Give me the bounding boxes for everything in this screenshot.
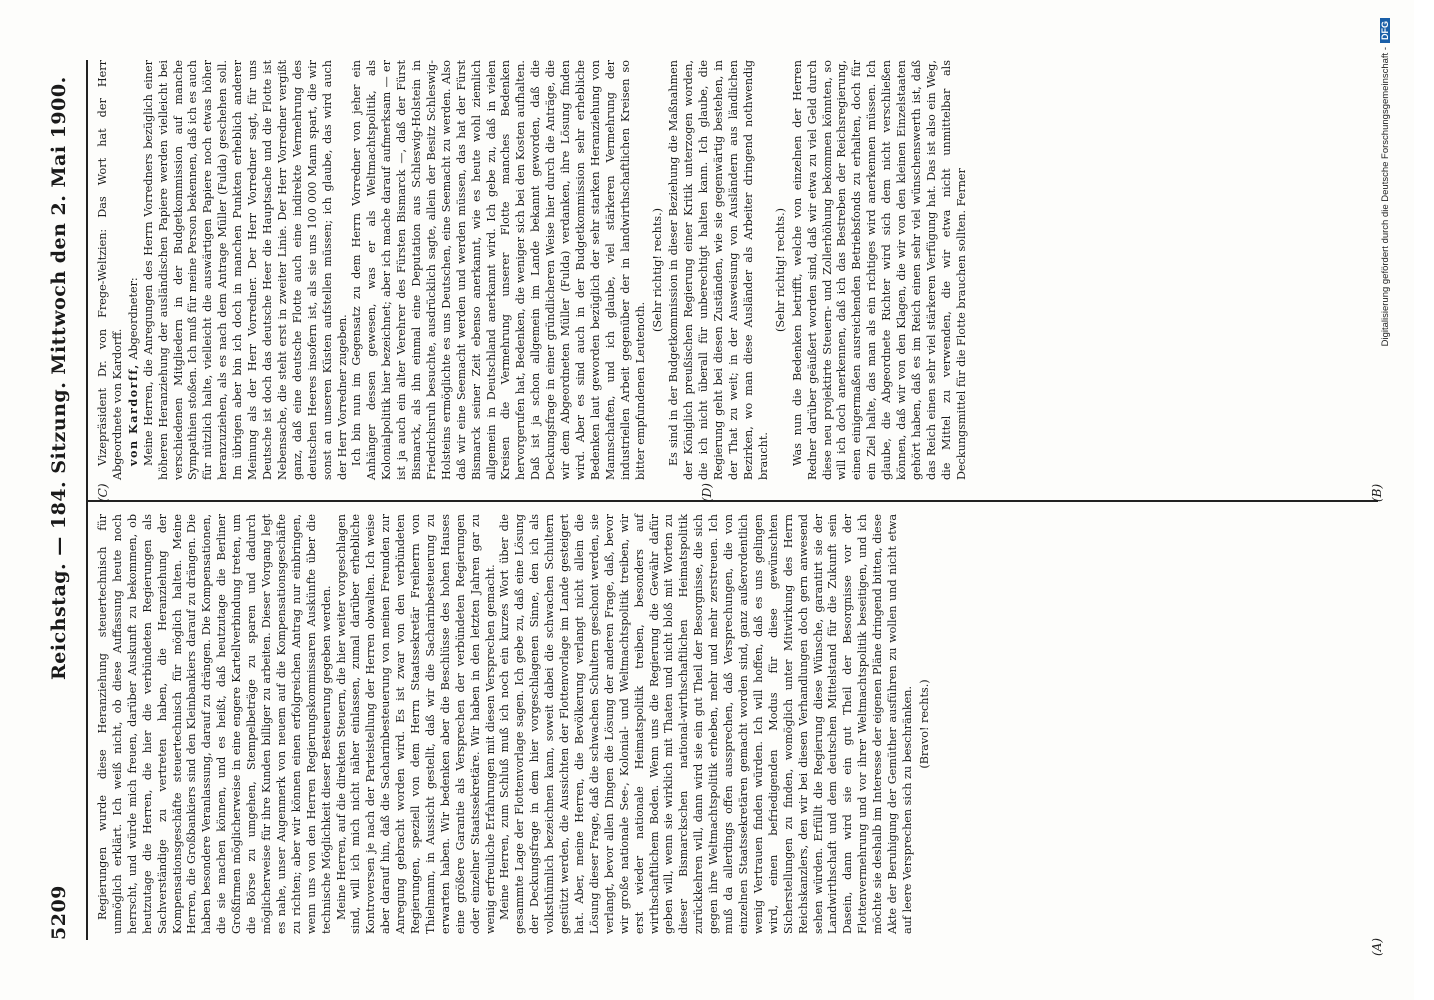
speaker-role: Abgeordneter: [126,277,140,360]
margin-mark-a: (A) [1370,937,1384,956]
dfg-logo: DFG [1380,18,1390,43]
paragraph: Was nun die Bedenken betrifft, welche von einzelnen der Herren Redner darüber geäußert worden sind, daß wir etwa zu viel Geld durch diese neu projektirte Steuern- und Zollerhöhung bekommen könnten, so will ich doch anerkennen, daß ich das Bestreben der Reichsregierung, einen einigermaßen ausreichenden Betriebsfonds zu erhalten, doch für ein Ziel halte, das man als ein richtiges wird anerkennen müssen. Ich glaube, die Abgeordnete Richter wird sich dem nicht verschließen können, daß wir von den Klagen, die wir von den kleinen Einzelstaaten gehört haben, daß es im Reich einen sehr viel wünschenswerth ist, daß das Reich einen sehr viel stärkeren Verfügung hat. Das ist also ein Weg, die Mittel zu verwenden, die wir etwa nicht unmittelbar als Deckungsmittel für die Flotte brauchen sollten. Ferner [790,60,968,480]
left-column [96,514,935,934]
interjection: (Sehr richtig! rechts.) [773,207,787,333]
paragraph: Regierungen wurde diese Heranziehung steuertechnisch für unmöglich erklärt. Ich weiß nicht, ob diese Auffassung heute noch herrscht, und würde mich freuen, darüber Auskunft zu bekommen, ob heutzutage die Herren, die hier die verbündeten Regierungen als Sachverständige zu vertreten haben, die Heranziehung der Kompensationsgeschäfte steuertechnisch für möglich halten. Meine Herren, die Großbankiers sind den Kleinbankiers darauf zu drängen. Die haben besondere Veranlassung, darauf zu drängen. Die Kompensationen, die sie machen können, und es heißt, daß heutzutage die Berliner Großfirmen möglicherweise in eine engere Kartellverbindung treten, um die Börse zu umgehen, Stempelbeträge zu sparen und dadurch möglicherweise für ihre Kunden billiger zu arbeiten. Dieser Vorgang legt es nahe, unser Augenmerk von neuem auf die Kompensationsgeschäfte zu richten; aber wir können einen erfolgreichen Antrag nur einbringen, wenn uns von den Herren Regierungskommissaren Auskünfte über die technische Möglichkeit dieser Besteuerung gegeben werden. [96,514,333,934]
column-divider [88,500,1378,502]
page-header [40,60,80,940]
interjection: (Sehr richtig! rechts.) [650,207,664,333]
page-title: Reichstag. — 184. Sitzung. Mittwoch den 2. Mai 1900. [48,76,70,680]
paragraph: Ich bin nun im Gegensatz zu dem Herrn Vorredner von jeher ein Anhänger dessen gewesen, was er als Weltmachtspolitik, als Kolonialpolitik hier bezeichnet; aber ich mache darauf aufmerksam — er ist ja auch ein alter Verehrer des Fürsten Bismarck —, daß der Fürst Bismarck, als ihn einmal eine Deputation aus Schleswig-Holstein in Friedrichsruh besuchte, ausdrücklich sagte, allein der Besitz Schleswig-Holsteins ermöglichte es uns Deutschen, eine Seemacht zu werden. Also daß wir eine Seemacht werden und werden müssen, das hat der Fürst Bismarck seiner Zeit ebenso anerkannt, wie es heute wohl ziemlich allgemein in Deutschland anerkannt wird. Ich gebe zu, daß in vielen Kreisen die Vermehrung unserer Flotte manches Bedenken hervorgerufen hat, Bedenken, die weniger sich bei den Kosten aufhalten. Daß ist ja schon allgemein im Lande bekannt geworden, daß die Deckungsfrage in einer gründlicheren Weise hier durch die Anträge, die wir dem Abgeordneten Müller (Fulda) verdanken, ihre Lösung finden wird. Aber es sind auch in der Budgetkommission sehr erhebliche Bedenken laut geworden bezüglich der sehr starken Heranziehung von Mannschaften, und ich glaube, viel stärkeren Vermehrung der industriellen Arbeit gegenüber der in landwirthschaftlichen Kreisen so bitter empfundenen Leutenoth. [350,60,647,480]
digitization-note [1380,8,1392,988]
speaker-intro: Vizepräsident Dr. von Frege-Weltzien: Das Wort hat der Herr Abgeordnete von Kardorff. [96,60,124,480]
paragraph: Es sind in der Budgetkommission in dieser Beziehung die Maßnahmen der Königlich preußischen Regierung einer Kritik unterzogen worden, die ich nicht überall für unberechtigt halten kann. Ich glaube, die Regierung geht bei diesen Zuständen, wie sie gegenwärtig bestehen, in der That zu weit; in der Ausweisung von Ausländern aus ländlichen Bezirken, wo man diese Ausländer als Arbeiter dringend nothwendig braucht. [667,60,770,480]
page-number: 5209 [48,885,70,940]
digitization-text: Digitalisierung gefördert durch die Deutsche Forschungsgemeinschaft - [1380,47,1391,347]
margin-mark-d: (D) [700,483,714,502]
speaker-line [126,60,142,480]
paragraph: Meine Herren, zum Schluß muß ich noch ein kurzes Wort über die gesammte Lage der Flottenvorlage sagen. Ich gebe zu, daß eine Lösung der Deckungsfrage in dem hier vorgeschlagenen Sinne, den ich als volksthümlich bezeichnen kann, soweit dabei die schwachen Schultern gestützt werden, die Aussichten der Flottenvorlage im Lande gesteigert hat. Aber, meine Herren, die Bevölkerung verlangt nicht allein die Lösung dieser Frage, daß die schwachen Schultern geschont werden, sie verlangt, bevor allen Dingen die Lösung der anderen Frage, daß, bevor wir große nationale See-, Kolonial- und Weltmachtspolitik treiben, wir erst wieder nationale Heimatspolitik treiben, besonders auf wirthschaftlichem Boden. Wenn uns die Regierung die Gewähr dafür geben will, wenn sie wirklich mit Thaten und nicht bloß mit Worten zu dieser Bismarckschen national-wirthschaftlichen Heimatspolitik zurückkehren will, dann wird sie ein gut Theil der Besorgnisse, die sich gegen ihre Weltmachtspolitik erheben, mehr und mehr zerstreuen. Ich muß da allerdings offen aussprechen, daß Versprechungen, die von einzelnen Staatssekretären gemacht worden sind, ganz außerordentlich wenig Vertrauen finden würden. Ich will hoffen, daß es uns gelingen wird, einen befriedigenden Modus für diese gewünschten Sicherstellungen zu finden, womöglich unter Mitwirkung des Herrn Reichskanzlers, den wir bei diesen Verhandlungen doch gern anwesend sehen würden. Erfüllt die Regierung diese Wünsche, garantirt sie der Landwirthschaft und dem deutschen Mittelstand für die Zukunft sein Dasein, dann wird sie ein gut Theil der Besorgnisse vor der Flottenvermehrung und vor ihrer Weltmachtspolitik beseitigen, und ich möchte sie deshalb im Interesse der eigenen Pläne dringend bitten, diese Akte der Beruhigung der Gemüther ausführen zu wollen und nicht etwa auf leere Versprechen sich zu beschränken. [498,514,914,934]
speaker-name: von Kardorff, [125,363,140,466]
applause: (Bravo! rechts.) [917,679,931,769]
paragraph: Meine Herren, die Anregungen des Herrn Vorredners bezüglich einer höheren Heranziehung der ausländischen Papiere werden vielleicht bei verschiedenen Mitgliedern in der Budgetkommission auf manche Sympathien stoßen. Ich muß für meine Person bekennen, daß ich es auch für nützlich halte, vielleicht die auswärtigen Papiere noch etwas höher heranzuziehen, als es nach dem Antrage Müller (Fulda) geschehen soll. Im übrigen aber bin ich doch in manchen Punkten erheblich anderer Meinung als der Herr Vorredner. Der Herr Vorredner sagt, für uns Deutsche ist doch das deutsche Heer die Hauptsache und die Flotte ist Nebensache, die steht erst in zweiter Linie. Der Herr Vorredner vergißt ganz, daß eine deutsche Flotte auch eine indirekte Vermehrung des deutschen Heeres insofern ist, als sie uns 100 000 Mann spart, die wir sonst an unseren Küsten aufstellen müssen; ich glaube, das wird auch der Herr Vorredner zugeben. [141,60,349,480]
margin-mark-b: (B) [1370,483,1384,502]
margin-mark-c: (C) [96,483,110,502]
paragraph: Meine Herren, auf die direkten Steuern, die hier weiter vorgeschlagen sind, will ich mich nicht näher einlassen, zumal darüber erhebliche Kontroversen je nach der Parteistellung der Herren obwalten. Ich weise aber darauf hin, daß die Sacharinbesteuerung von meinen Freunden zur Anregung gebracht worden wird. Es ist zwar von den verbündeten Regierungen, speziell von dem Herrn Staatssekretär Freiherrn von Thielmann, in Aussicht gestellt, daß wir die Sacharinbesteuerung zu erwarten haben. Wir bedenken aber die Beschlüsse des hohen Hauses eine größere Garantie als Versprechen der verbündeten Regierungen oder einzelner Staatssekretäre. Wir haben in den letzten Jahren gar zu wenig erfreuliche Erfahrungen mit diesen Versprechen gemacht. [334,514,497,934]
right-column [96,60,970,480]
